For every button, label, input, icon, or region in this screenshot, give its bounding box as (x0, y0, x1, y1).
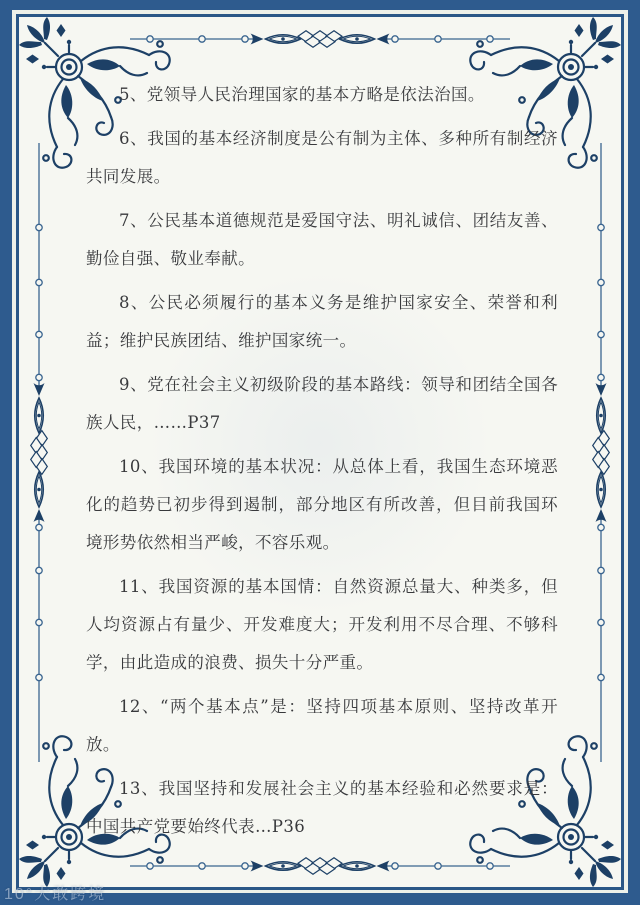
paragraph-item-11: 11、我国资源的基本国情：自然资源总量大、种类多，但人均资源占有量少、开发难度大；开发利用不尽合理、不够科学，由此造成的浪费、损失十分严重。 (86, 577, 558, 672)
watermark: 10°大敢跨境 (4, 886, 107, 903)
document-text-block (86, 76, 558, 852)
border-rule-top (130, 29, 510, 49)
border-rule-right (591, 140, 611, 765)
border-rule-left (29, 140, 49, 765)
paragraph-item-13: 13、我国坚持和发展社会主义的基本经验和必然要求是：中国共产党要始终代表…P36 (86, 779, 558, 836)
paragraph-item-7: 7、公民基本道德规范是爱国守法、明礼诚信、团结友善、勤俭自强、敬业奉献。 (86, 211, 558, 268)
paragraph-item-10: 10、我国环境的基本状况：从总体上看，我国生态环境恶化的趋势已初步得到遏制，部分地区有所改善，但目前我国环境形势依然相当严峻，不容乐观。 (86, 457, 558, 552)
paragraph-item-9: 9、党在社会主义初级阶段的基本路线：领导和团结全国各族人民，……P37 (86, 375, 558, 432)
paragraph-item-6: 6、我国的基本经济制度是公有制为主体、多种所有制经济共同发展。 (86, 129, 558, 186)
paragraph-item-8: 8、公民必须履行的基本义务是维护国家安全、荣誉和利益；维护民族团结、维护国家统一。 (86, 293, 558, 350)
border-rule-bottom (130, 856, 510, 876)
paragraph-item-12: 12、“两个基本点”是：坚持四项基本原则、坚持改革开放。 (86, 697, 558, 754)
paragraph-item-5: 5、党领导人民治理国家的基本方略是依法治国。 (119, 85, 485, 104)
